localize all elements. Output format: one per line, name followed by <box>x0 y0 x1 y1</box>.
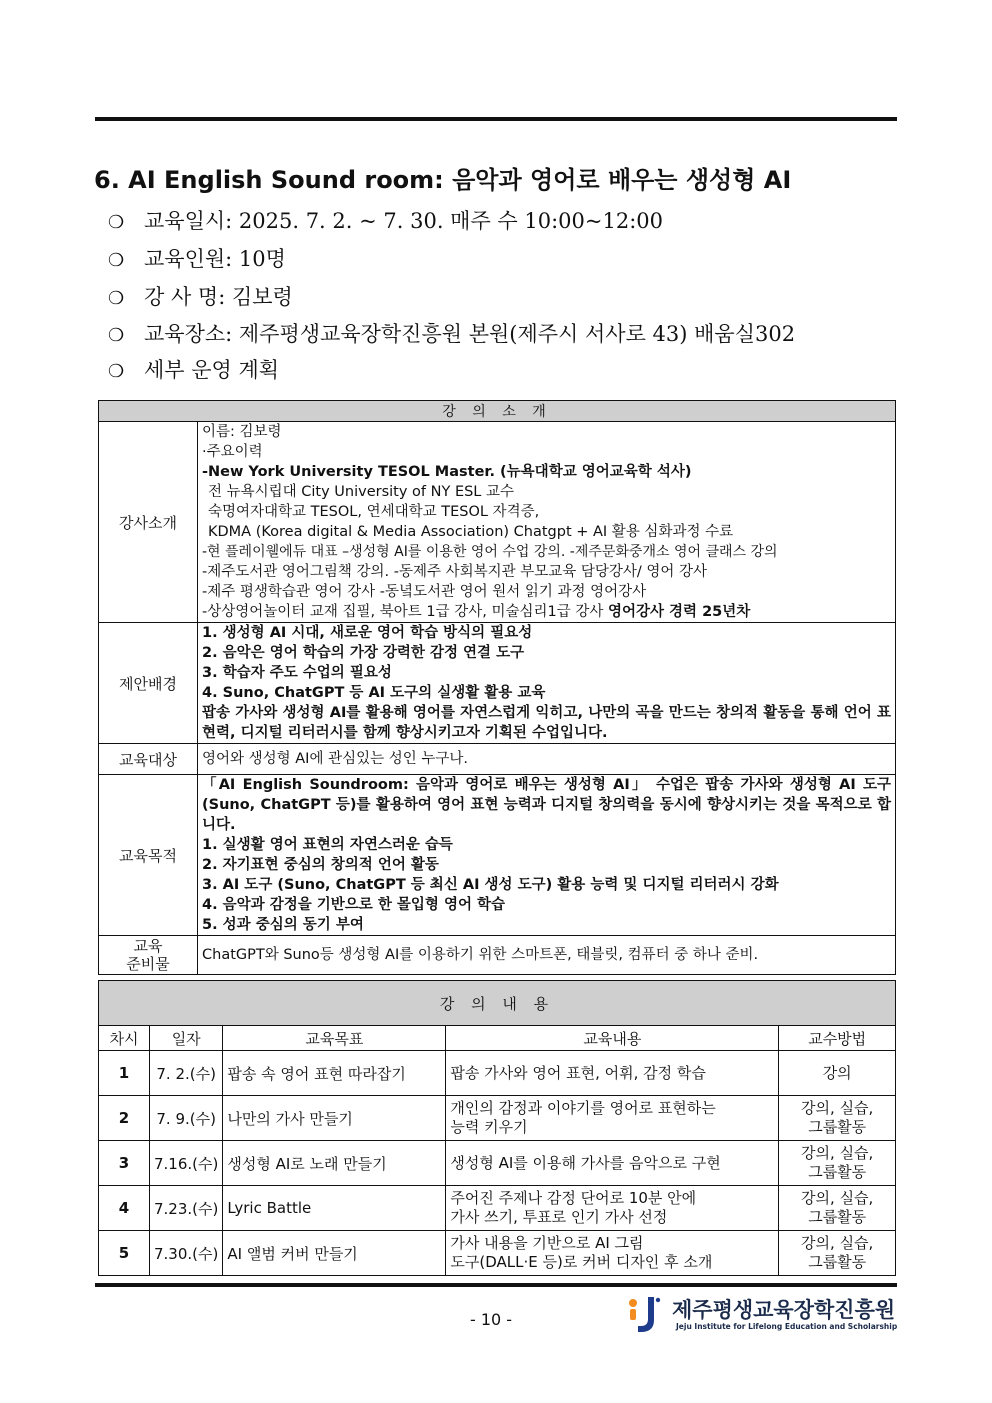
session-method: 강의, 실습, 그룹활동 <box>779 1231 896 1276</box>
content-table <box>98 980 896 1276</box>
intro-header: 강 의 소 개 <box>99 401 896 422</box>
background-line: 4. Suno, ChatGPT 등 AI 도구의 실생활 활용 교육 <box>202 685 546 701</box>
target-text: 영어와 생성형 AI에 관심있는 성인 누구나. <box>198 744 896 775</box>
session-date: 7.23.(수) <box>150 1186 223 1231</box>
goal-intro: 「AI English Soundroom: 음악과 영어로 배우는 생성형 AI」 수업은 팝송 가사와 생성형 AI 도구(Suno, ChatGPT 등)를 활용하여 영어 표현 능력과 디지털 창의력을 동시에 향상시키는 것을 목적으로 합니다. <box>202 777 891 833</box>
instructor-line: -상상영어놀이터 교재 집필, 북아트 1급 강사, 미술심리1급 강사 영어강사 경력 25년차 <box>202 604 751 620</box>
goal-line: 4. 음악과 감정을 기반으로 한 몰입형 영어 학습 <box>202 897 506 913</box>
goal-line: 2. 자기표현 중심의 창의적 언어 활동 <box>202 857 439 873</box>
session-content: 개인의 감정과 이야기를 영어로 표현하는 능력 키우기 <box>446 1096 779 1141</box>
info-date: ❍ 교육일시: 2025. 7. 2. ~ 7. 30. 매주 수 10:00~12:00 <box>108 209 664 233</box>
session-method: 강의, 실습, 그룹활동 <box>779 1186 896 1231</box>
page-number: - 10 - <box>470 1310 513 1329</box>
content-header: 강 의 내 용 <box>99 981 896 1026</box>
session-number: 3 <box>99 1141 150 1186</box>
session-content: 생성형 AI를 이용해 가사를 음악으로 구현 <box>446 1141 779 1186</box>
goal-line: 5. 성과 중심의 동기 부여 <box>202 917 364 933</box>
top-rule <box>95 117 897 121</box>
session-goal: Lyric Battle <box>223 1186 446 1231</box>
instructor-line: ·주요이력 <box>202 444 263 460</box>
session-method: 강의, 실습, 그룹활동 <box>779 1096 896 1141</box>
session-number: 1 <box>99 1051 150 1096</box>
background-line: 2. 음악은 영어 학습의 가장 강력한 감정 연결 도구 <box>202 645 525 661</box>
bullet-icon: ❍ <box>108 288 125 309</box>
session-number: 4 <box>99 1186 150 1231</box>
bottom-rule <box>95 1283 897 1287</box>
bullet-icon: ❍ <box>108 325 125 346</box>
bullet-icon: ❍ <box>108 361 125 382</box>
session-content: 가사 내용을 기반으로 AI 그림 도구(DALL·E 등)로 커버 디자인 후 소개 <box>446 1231 779 1276</box>
instructor-line: 이름: 김보령 <box>202 424 282 440</box>
session-content: 주어진 주제나 감정 단어로 10분 안에 가사 쓰기, 투표로 인기 가사 선정 <box>446 1186 779 1231</box>
table-row <box>99 1186 896 1231</box>
prep-label: 교육 준비물 <box>99 936 198 975</box>
bullet-icon: ❍ <box>108 250 125 271</box>
session-number: 2 <box>99 1096 150 1141</box>
goal-cell <box>198 775 896 936</box>
background-cell <box>198 623 896 744</box>
instructor-line: -제주도서관 영어그림책 강의. -동제주 사회복지관 부모교육 담당강사/ 영어 강사 <box>202 564 708 580</box>
career-years: 영어강사 경력 25년차 <box>607 604 751 620</box>
col-header: 일자 <box>150 1026 223 1051</box>
org-logo-icon <box>624 1294 664 1334</box>
org-logo <box>624 1294 904 1338</box>
session-number: 5 <box>99 1231 150 1276</box>
col-header: 차시 <box>99 1026 150 1051</box>
goal-line: 3. AI 도구 (Suno, ChatGPT 등 최신 AI 생성 도구) 활용 능력 및 디지털 리터러시 강화 <box>202 877 779 893</box>
background-line: 1. 생성형 AI 시대, 새로운 영어 학습 방식의 필요성 <box>202 625 533 641</box>
instructor-line: -현 플레이웰에듀 대표 –생성형 AI를 이용한 영어 수업 강의. -제주문화중개소 영어 클래스 강의 <box>202 544 778 560</box>
session-goal: 생성형 AI로 노래 만들기 <box>223 1141 446 1186</box>
session-date: 7.16.(수) <box>150 1141 223 1186</box>
table-row <box>99 1141 896 1186</box>
background-label: 제안배경 <box>99 623 198 744</box>
session-date: 7.30.(수) <box>150 1231 223 1276</box>
session-goal: AI 앨범 커버 만들기 <box>223 1231 446 1276</box>
instructor-line: -제주 평생학습관 영어 강사 -동녘도서관 영어 원서 읽기 과정 영어강사 <box>202 584 647 600</box>
col-header: 교수방법 <box>779 1026 896 1051</box>
prep-text: ChatGPT와 Suno등 생성형 AI를 이용하기 위한 스마트폰, 태블릿, 컴퓨터 중 하나 준비. <box>198 936 896 975</box>
instructor-line: 숙명여자대학교 TESOL, 연세대학교 TESOL 자격증, <box>208 504 540 520</box>
info-location: ❍ 교육장소: 제주평생교육장학진흥원 본원(제주시 서사로 43) 배움실302 <box>108 322 796 346</box>
org-name: 제주평생교육장학진흥원 <box>672 1298 896 1322</box>
table-row <box>99 1231 896 1276</box>
bullet-icon: ❍ <box>108 212 125 233</box>
table-row <box>99 1051 896 1096</box>
target-label: 교육대상 <box>99 744 198 775</box>
intro-table <box>98 400 896 975</box>
session-goal: 팝송 속 영어 표현 따라잡기 <box>223 1051 446 1096</box>
instructor-cell <box>198 422 896 623</box>
session-date: 7. 2.(수) <box>150 1051 223 1096</box>
instructor-label: 강사소개 <box>99 422 198 623</box>
goal-label: 교육목적 <box>99 775 198 936</box>
instructor-line: 전 뉴욕시립대 City University of NY ESL 교수 <box>208 484 515 500</box>
instructor-line: KDMA (Korea digital & Media Association) Chatgpt + AI 활용 심화과정 수료 <box>208 524 734 540</box>
background-summary: 팝송 가사와 생성형 AI를 활용해 영어를 자연스럽게 익히고, 나만의 곡을 만드는 창의적 활동을 통해 언어 표현력, 디지털 리터러시를 함께 향상시키고자 기획된 수업입니다. <box>202 705 891 741</box>
instructor-line: -New York University TESOL Master. (뉴욕대학교 영어교육학 석사) <box>202 464 692 480</box>
goal-line: 1. 실생활 영어 표현의 자연스러운 습득 <box>202 837 453 853</box>
section-title: 6. AI English Sound room: 음악과 영어로 배우는 생성형 AI <box>94 166 792 194</box>
session-content: 팝송 가사와 영어 표현, 어휘, 감정 학습 <box>446 1051 779 1096</box>
session-date: 7. 9.(수) <box>150 1096 223 1141</box>
col-header: 교육목표 <box>223 1026 446 1051</box>
org-name-en: Jeju Institute for Lifelong Education and Scholarship <box>676 1322 898 1331</box>
session-method: 강의 <box>779 1051 896 1096</box>
session-goal: 나만의 가사 만들기 <box>223 1096 446 1141</box>
col-header: 교육내용 <box>446 1026 779 1051</box>
background-line: 3. 학습자 주도 수업의 필요성 <box>202 665 392 681</box>
info-instructor: ❍ 강 사 명: 김보령 <box>108 285 293 309</box>
session-method: 강의, 실습, 그룹활동 <box>779 1141 896 1186</box>
info-plan: ❍ 세부 운영 계획 <box>108 358 280 382</box>
info-capacity: ❍ 교육인원: 10명 <box>108 247 286 271</box>
table-row <box>99 1096 896 1141</box>
